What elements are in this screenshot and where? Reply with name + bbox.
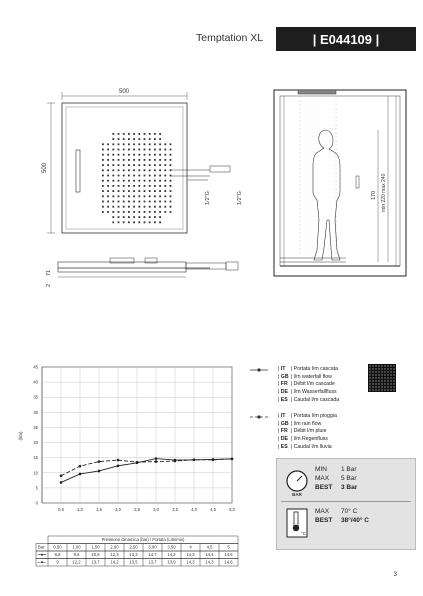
table-title: Pressione Dinamica (bar) / Portata (Litri/min) xyxy=(101,537,185,543)
table-row-label: Bar xyxy=(38,544,45,550)
y-tick-label: 10 xyxy=(33,470,38,476)
table-cell: 13,7 xyxy=(148,559,157,565)
table-cell: 13,3 xyxy=(129,552,138,558)
x-tick-label: 1,0 xyxy=(77,507,83,512)
legend-separator: | xyxy=(290,420,294,427)
thread-label-1: 1/2"G xyxy=(205,191,211,205)
legend-separator: | xyxy=(290,428,294,435)
thickness-label-1: 2 xyxy=(46,283,52,287)
table-cell: 12,3 xyxy=(110,552,119,558)
legend-separator: | xyxy=(290,366,294,372)
table-cell: 14,7 xyxy=(148,552,157,558)
legend-separator: | xyxy=(290,389,294,396)
legend-language-code: ES xyxy=(280,443,288,450)
y-tick-label: 40 xyxy=(33,379,38,385)
y-tick-label: 30 xyxy=(33,409,38,415)
width-dimension: 500 xyxy=(118,89,130,95)
pressure-min-label: MIN xyxy=(315,466,327,473)
table-cell: 14,3 xyxy=(205,559,214,565)
table-cell: 13,7 xyxy=(91,559,100,565)
legend-language-code: GB xyxy=(280,420,289,427)
x-tick-label: 1,5 xyxy=(96,507,102,512)
temperature-best-value: 38°/40° C xyxy=(341,517,369,524)
legend-separator: | xyxy=(278,373,281,380)
table-cell: 10,6 xyxy=(91,552,100,558)
x-tick-label: 4,0 xyxy=(191,507,197,512)
legend-text: Débit l/m cascade xyxy=(293,381,335,388)
table-cell: 12,2 xyxy=(72,559,81,565)
thread-label-2: 1/2"G xyxy=(237,191,243,205)
table-cell: 6,8 xyxy=(54,552,61,558)
table-cell: 14,2 xyxy=(167,552,176,558)
table-cell: 0,50 xyxy=(53,544,62,550)
table-cell: 4,5 xyxy=(206,544,213,550)
legend-separator: | xyxy=(278,420,281,427)
legend-language-code: IT xyxy=(280,413,286,419)
legend-text: Portata l/m pioggia xyxy=(293,413,337,419)
legend-separator: | xyxy=(290,381,294,388)
legend-text: l/m rain flow xyxy=(293,420,322,427)
height-dimension: 500 xyxy=(42,162,48,174)
legend-separator: | xyxy=(290,413,294,419)
y-tick-label: 15 xyxy=(33,455,38,461)
x-tick-label: 2,0 xyxy=(115,507,121,512)
legend-separator: | xyxy=(278,436,281,443)
cascade-row-symbol xyxy=(38,554,47,556)
table-cell: 5 xyxy=(227,544,230,550)
legend-separator: | xyxy=(278,428,281,435)
legend-text: Portata l/m cascata xyxy=(293,366,338,372)
x-tick-label: 5,0 xyxy=(229,507,235,512)
rain-row-symbol xyxy=(38,561,47,563)
legend-separator: | xyxy=(278,413,281,419)
table-cell: 1,00 xyxy=(72,544,81,550)
dimension-170: 170 xyxy=(371,190,377,200)
legend-separator: | xyxy=(278,389,281,396)
pressure-min-value: 1 Bar xyxy=(341,466,357,473)
table-cell: 14,4 xyxy=(205,552,214,558)
table-cell: 3,50 xyxy=(167,544,176,550)
product-code: | E044109 | xyxy=(276,27,416,51)
y-tick-label: 5 xyxy=(35,485,38,491)
table-cell: 13,5 xyxy=(129,559,138,565)
table-cell: 3,00 xyxy=(148,544,157,550)
table-cell: 9,6 xyxy=(73,552,80,558)
thickness-label-2: 71 xyxy=(46,269,52,276)
table-cell: 1,50 xyxy=(91,544,100,550)
temperature-icon-label: °C xyxy=(301,531,307,536)
pressure-icon-label: BAR xyxy=(292,492,302,497)
pressure-best-value: 3 Bar xyxy=(341,484,358,491)
pressure-max-label: MAX xyxy=(315,475,330,482)
page-number: 3 xyxy=(393,572,397,578)
legend-separator: | xyxy=(278,396,281,403)
pressure-max-value: 5 Bar xyxy=(341,475,357,482)
table-cell: 14,3 xyxy=(186,559,195,565)
temperature-best-label: BEST xyxy=(315,517,333,524)
y-tick-label: 20 xyxy=(33,440,38,446)
legend-text: Caudal l/m lluvia xyxy=(293,443,332,450)
legend-separator: | xyxy=(290,443,294,450)
legend-language-code: GB xyxy=(280,373,289,380)
legend-language-code: FR xyxy=(280,381,288,388)
x-tick-label: 2,5 xyxy=(134,507,140,512)
x-tick-label: 0,5 xyxy=(58,507,64,512)
temperature-max-value: 70° C xyxy=(341,508,358,515)
x-tick-label: 4,5 xyxy=(210,507,216,512)
pressure-best-label: BEST xyxy=(315,484,333,491)
legend-language-code: DE xyxy=(280,436,289,443)
legend-separator: | xyxy=(278,366,281,372)
legend-text: l/m Wasserfallfluss xyxy=(293,389,337,396)
y-tick-label: 45 xyxy=(33,364,38,370)
temperature-max-label: MAX xyxy=(315,508,330,515)
table-cell: 14,3 xyxy=(186,552,195,558)
legend-language-code: FR xyxy=(280,428,288,435)
table-cell: 2,00 xyxy=(110,544,119,550)
table-cell: 14,6 xyxy=(224,552,233,558)
y-tick-label: 35 xyxy=(33,394,38,400)
legend-separator: | xyxy=(290,373,294,380)
legend-language-code: DE xyxy=(280,389,289,396)
legend-language-code: IT xyxy=(280,366,286,372)
table-cell: 14,2 xyxy=(110,559,119,565)
y-tick-label: 25 xyxy=(33,424,38,430)
legend-text: Caudal l/m cascada xyxy=(293,396,340,403)
legend-separator: | xyxy=(290,396,294,403)
table-cell: 2,50 xyxy=(129,544,138,550)
dimension-min-max: min 220 max 240 xyxy=(381,173,387,212)
table-cell: 14,6 xyxy=(224,559,233,565)
legend-text: l/m waterfall flow xyxy=(293,373,332,380)
legend-language-code: ES xyxy=(280,396,288,403)
y-tick-label: 0 xyxy=(35,500,38,506)
x-tick-label: 3,5 xyxy=(172,507,178,512)
y-axis-label: (l/m) xyxy=(18,431,23,441)
x-tick-label: 3,0 xyxy=(153,507,159,512)
legend-separator: | xyxy=(278,443,281,450)
legend-separator: | xyxy=(278,381,281,388)
table-cell: 13,9 xyxy=(167,559,176,565)
legend-separator: | xyxy=(290,436,294,443)
table-cell: 4 xyxy=(189,544,192,550)
product-name: Temptation XL xyxy=(196,32,264,44)
table-cell: 9 xyxy=(56,559,59,565)
legend-text: Débit l/m pluie xyxy=(293,428,327,435)
legend-text: l/m Regenfluss xyxy=(293,436,328,443)
